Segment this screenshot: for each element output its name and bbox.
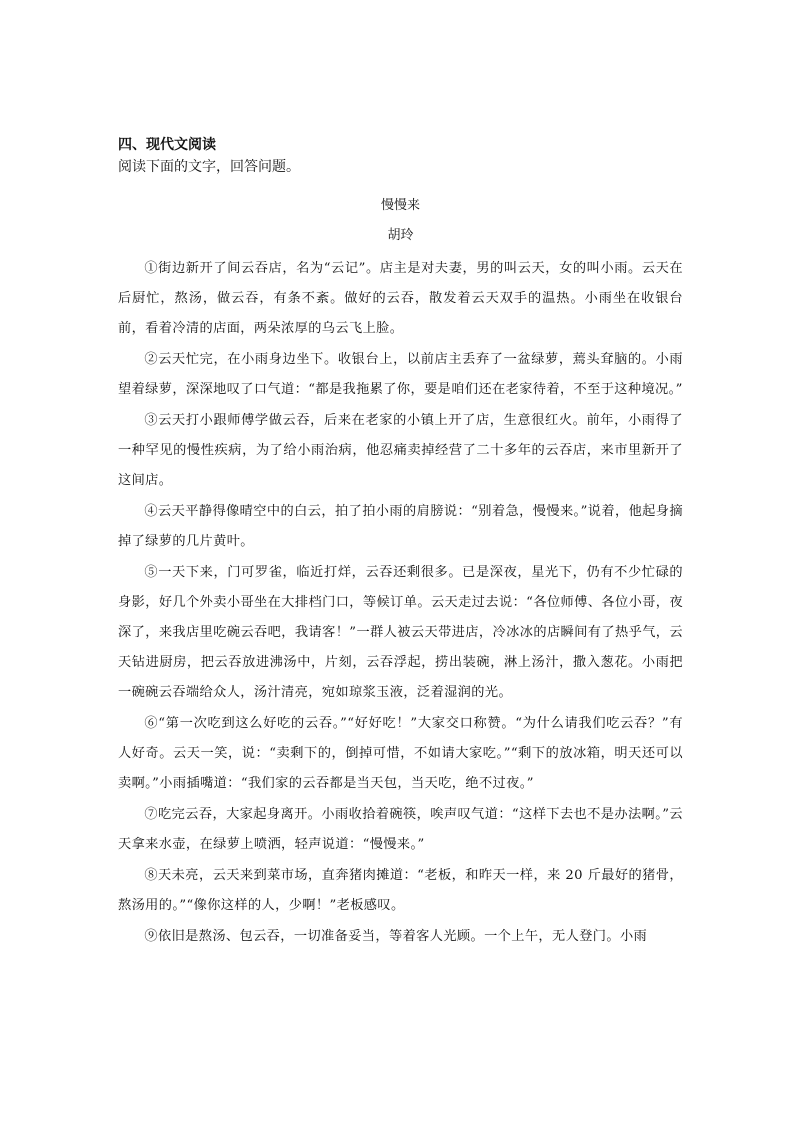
paragraph-9: ⑨依旧是熬汤、包云吞，一切准备妥当，等着客人光顾。一个上午，无人登门。小雨 xyxy=(144,929,648,944)
reading-instruction: 阅读下面的文字，回答问题。 xyxy=(118,159,300,175)
paragraph-8: ⑧天未亮，云天来到菜市场，直奔猪肉摊道：“老板，和昨天一样，来 20 斤最好的猪骨，熬汤用的。”“像你这样的人，少啊！”老板感叹。 xyxy=(118,868,683,913)
article-title: 慢慢来 xyxy=(380,198,420,213)
paragraph-3: ③云天打小跟师傅学做云吞，后来在老家的小镇上开了店，生意很红火。前年，小雨得了一种罕见的慢性疾病，为了给小雨治病，他忍痛卖掉经营了二十多年的云吞店，来市里新开了这间店。 xyxy=(118,413,683,488)
paragraph-7: ⑦吃完云吞，大家起身离开。小雨收拾着碗筷，唉声叹气道：“这样下去也不是办法啊。”云天拿来水壶，在绿萝上喷洒，轻声说道：“慢慢来。” xyxy=(118,807,683,852)
article-body xyxy=(118,254,683,952)
section-title: 四、现代文阅读 xyxy=(118,137,216,153)
paragraph-5: ⑤一天下来，门可罗雀，临近打烊，云吞还剩很多。已是深夜，星光下，仍有不少忙碌的身影，好几个外卖小哥坐在大排档门口，等候订单。云天走过去说：“各位师傅、各位小哥，夜深了，来我店里吃碗云吞吧，我请客！”一群人被云天带进店，冷冰冰的店瞬间有了热乎气，云天钻进厨房，把云吞放进沸汤中，片刻，云吞浮起，捞出装碗，淋上汤汁，撒入葱花。小雨把一碗碗云吞端给众人，汤汁清亮，宛如琼浆玉液，泛着湿润的光。 xyxy=(118,565,683,700)
article-author: 胡玲 xyxy=(387,228,414,243)
document-page xyxy=(118,134,683,953)
paragraph-1: ①街边新开了间云吞店，名为“云记”。店主是对夫妻，男的叫云天，女的叫小雨。云天在后厨忙，熬汤，做云吞，有条不紊。做好的云吞，散发着云天双手的温热。小雨坐在收银台前，看着冷清的店面，两朵浓厚的乌云飞上脸。 xyxy=(118,261,683,336)
paragraph-6: ⑥“第一次吃到这么好吃的云吞。”“好好吃！”大家交口称赞。“为什么请我们吃云吞？”有人好奇。云天一笑，说：“卖剩下的，倒掉可惜，不如请大家吃。”“剩下的放冰箱，明天还可以卖啊。”小雨插嘴道：“我们家的云吞都是当天包，当天吃，绝不过夜。” xyxy=(118,716,683,791)
paragraph-4: ④云天平静得像晴空中的白云，拍了拍小雨的肩膀说：“别着急，慢慢来。”说着，他起身摘掉了绿萝的几片黄叶。 xyxy=(118,504,683,549)
paragraph-2: ②云天忙完，在小雨身边坐下。收银台上，以前店主丢弃了一盆绿萝，蔫头耷脑的。小雨望着绿萝，深深地叹了口气道：“都是我拖累了你，要是咱们还在老家待着，不至于这种境况。” xyxy=(118,352,683,397)
